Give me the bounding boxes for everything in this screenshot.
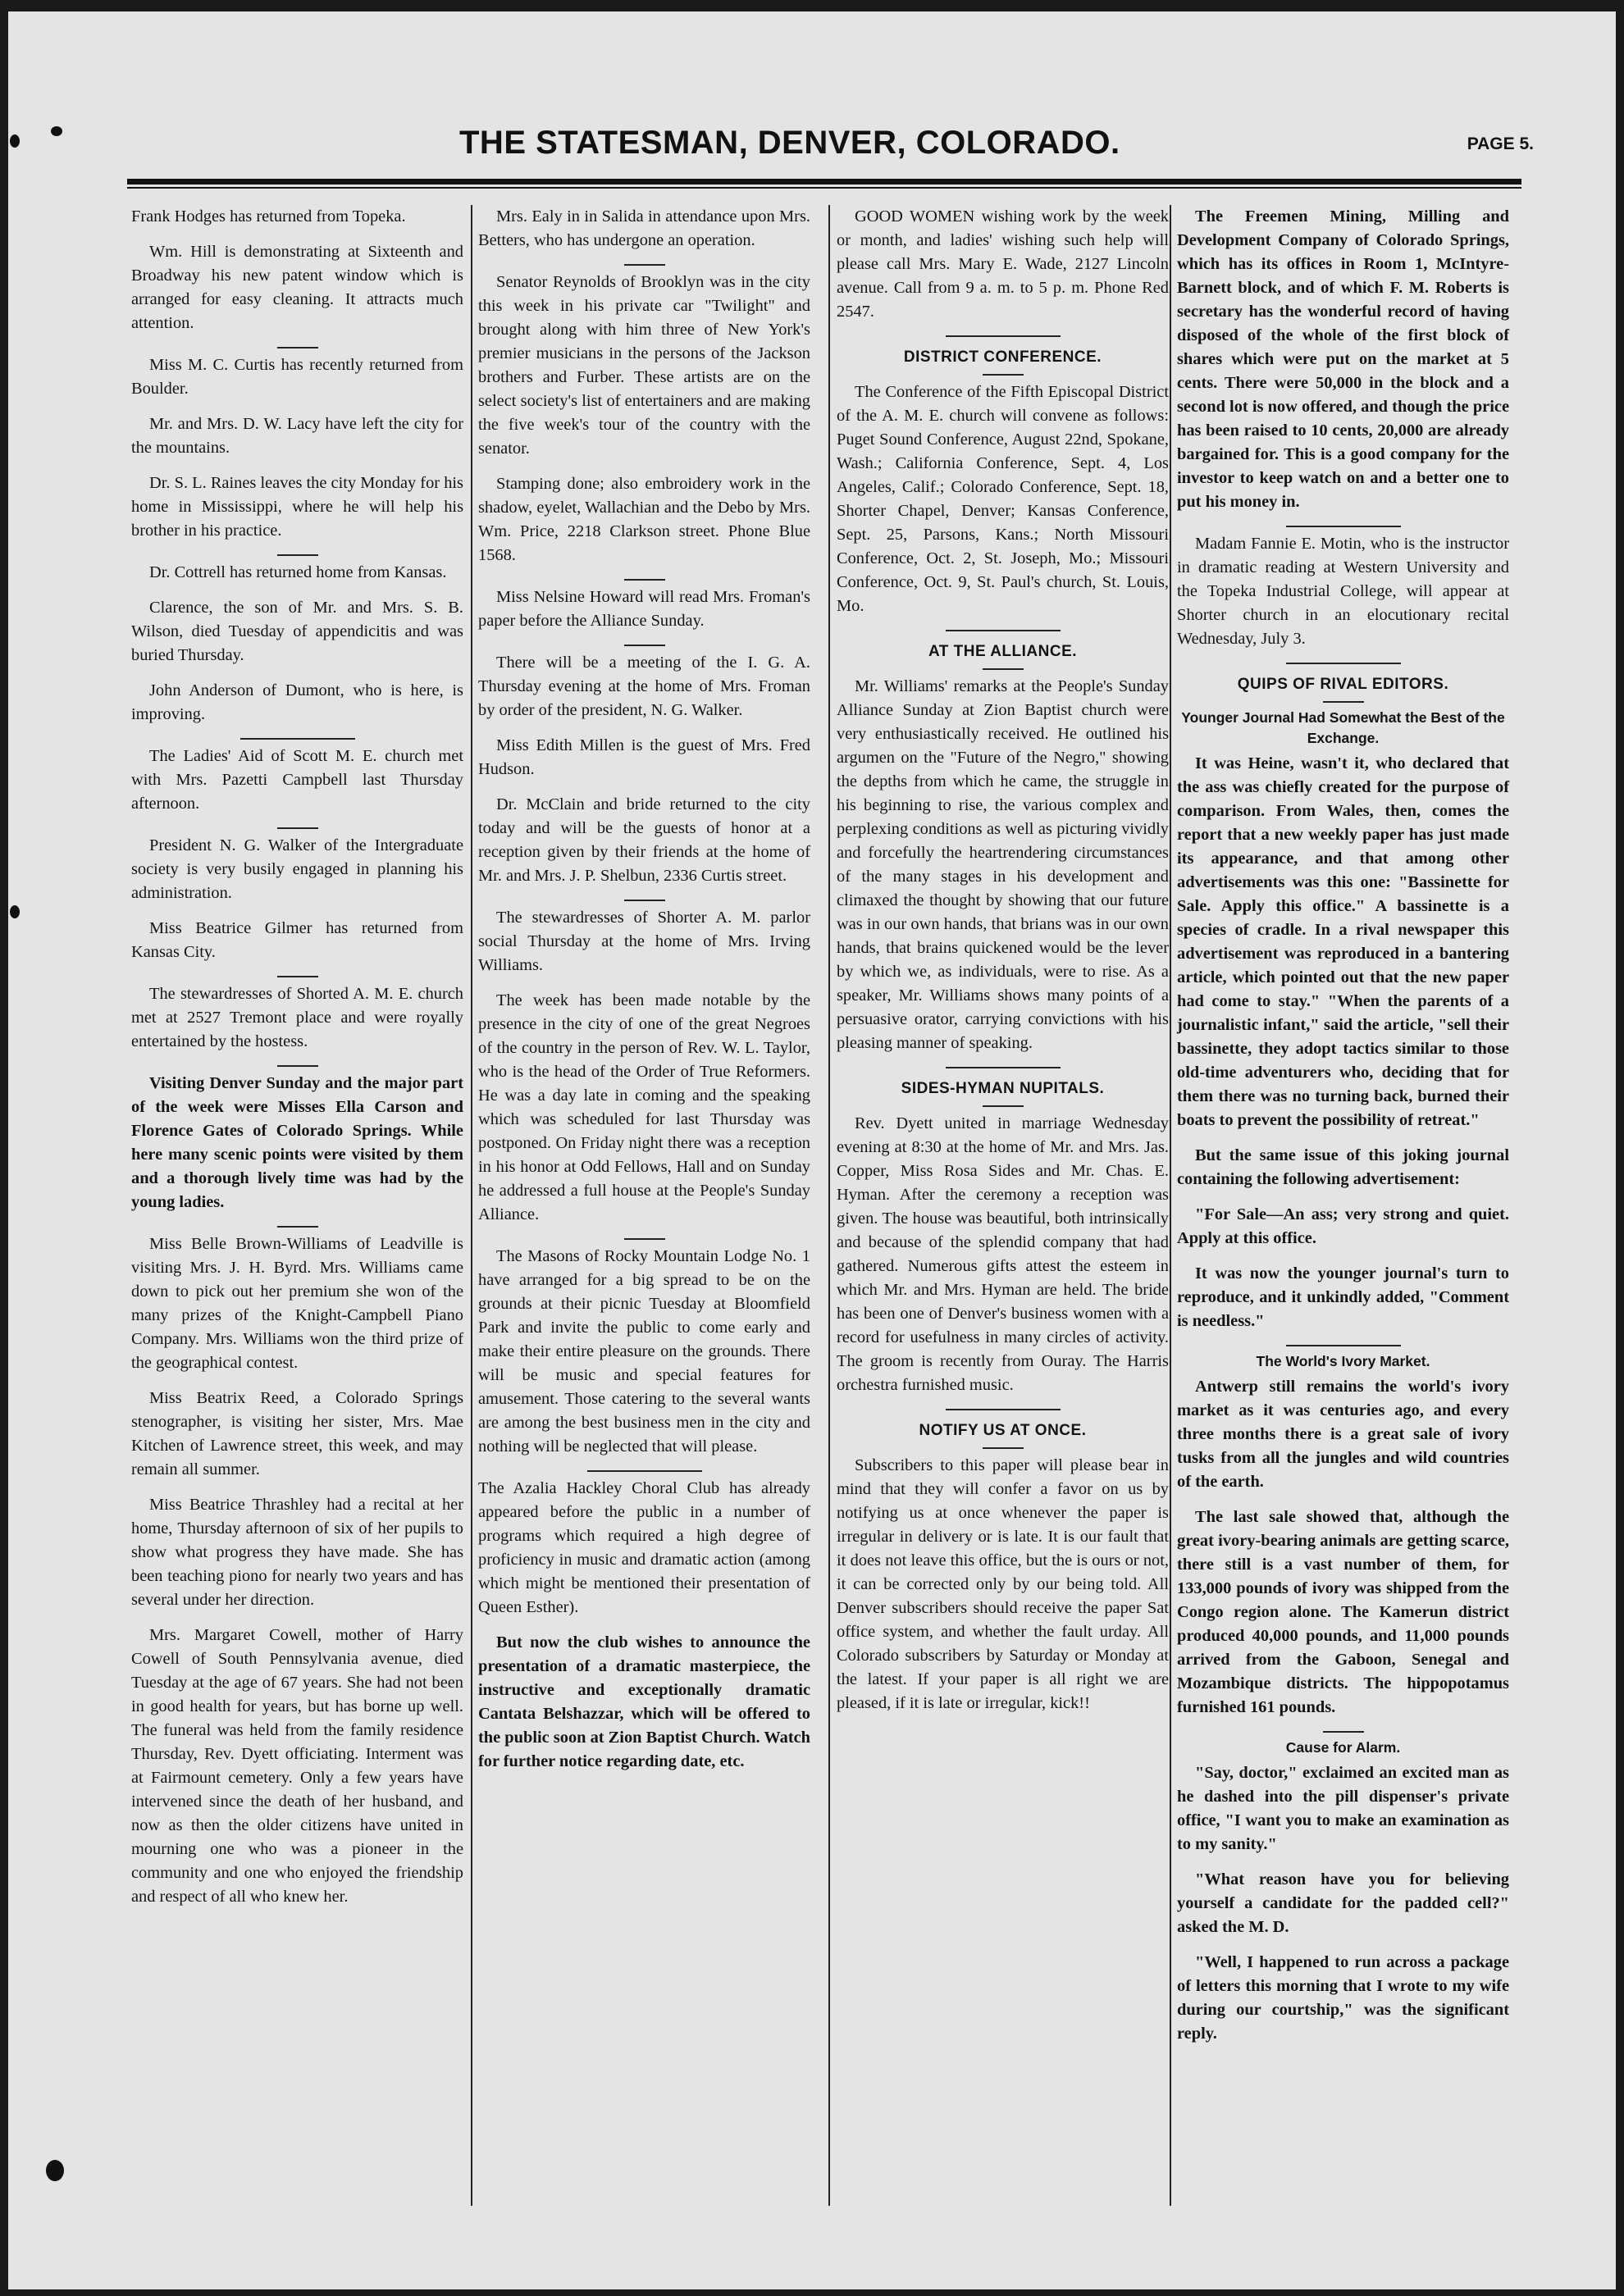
item-separator [983,1447,1024,1449]
news-item: Miss Beatrice Thrashley had a recital at her home, Thursday afternoon of six of her pupils to show what progress they have made. She has been teaching piono for nearly two years and has several under her direction. [131,1496,463,1609]
column-divider [471,205,472,2206]
article-heading: DISTRICT CONFERENCE. [903,348,1102,366]
article-body: "Well, I happened to run across a package of letters this morning that I wrote to my wife during our courtship," was the significant reply. [1177,1953,1509,2043]
article-body: "Say, doctor," exclaimed an excited man as he dashed into the pill dispenser's private office, "I want you to make an examination as to my sanity." [1177,1764,1509,1853]
article-subheading: The World's Ivory Market. [1256,1353,1430,1369]
item-separator [624,900,665,901]
column-2 [478,205,810,1785]
item-separator [946,630,1061,631]
news-item: Stamping done; also embroidery work in the shadow, eyelet, Wallachian and the Debo by Mrs. Wm. Price, 2218 Clarkson street. Phone Blue 1568. [478,475,810,564]
article-heading: AT THE ALLIANCE. [928,643,1078,660]
news-item: There will be a meeting of the I. G. A. Thursday evening at the home of Mrs. Froman by order of the president, N. G. Walker. [478,654,810,719]
item-separator [946,1409,1061,1410]
item-separator [1323,701,1364,703]
news-item: Miss Beatrice Gilmer has returned from Kansas City. [131,919,463,961]
page-title: THE STATESMAN, DENVER, COLORADO. [459,125,1120,161]
news-item: Miss Nelsine Howard will read Mrs. Froman's paper before the Alliance Sunday. [478,588,810,630]
news-item: Mrs. Ealy in in Salida in attendance upon Mrs. Betters, who has undergone an operation. [478,207,810,249]
news-item: Dr. Cottrell has returned home from Kansas. [149,563,447,581]
item-separator [983,1105,1024,1107]
item-separator [624,264,665,266]
article-heading: SIDES-HYMAN NUPITALS. [901,1080,1105,1097]
item-separator [277,347,318,348]
news-item: Senator Reynolds of Brooklyn was in the city this week in his private car "Twilight" and brought along with him three of New York's premier musicians in the persons of the Jackson brothers and Furber. These artists are on the select society's list of entertainers and are making the five week's tour of the country with the senator. [478,273,810,458]
item-separator [277,554,318,556]
item-separator [587,1470,702,1472]
binding-hole [10,134,20,148]
classified-ad: GOOD WOMEN wishing work by the week or month, and ladies' wishing such help will please call Mrs. Mary E. Wade, 2127 Lincoln avenue. Call from 9 a. m. to 5 p. m. Phone Red 2547. [837,207,1169,321]
news-item: Visiting Denver Sunday and the major part of the week were Misses Ella Carson and Florence Gates of Colorado Springs. While here many scenic points were visited by them and a thorough lively time was had by the young ladies. [131,1074,463,1211]
column-divider [1170,205,1171,2206]
article-body: But the same issue of this joking journal containing the following advertisement: [1177,1146,1509,1188]
item-separator [624,1238,665,1240]
item-separator [240,738,355,740]
news-item: The Ladies' Aid of Scott M. E. church met with Mrs. Pazetti Campbell last Thursday afternoon. [131,747,463,813]
news-item: The Azalia Hackley Choral Club has already appeared before the public in a number of programs which required a high degree of proficiency in music and dramatic action (among which might be mentioned their presentation of Queen Esther). [478,1479,810,1616]
news-item: Dr. S. L. Raines leaves the city Monday for his home in Mississippi, where he will help his brother in his practice. [131,474,463,540]
news-item: Wm. Hill is demonstrating at Sixteenth and Broadway his new patent window which is arranged for easy cleaning. It attracts much attention. [131,243,463,332]
news-item: The stewardresses of Shorter A. M. parlor social Thursday at the home of Mrs. Irving Williams. [478,909,810,974]
news-item: Miss Beatrix Reed, a Colorado Springs stenographer, is visiting her sister, Mrs. Mae Kitchen of Lawrence street, this week, and may remain all summer. [131,1389,463,1478]
masthead [131,118,1567,175]
item-separator [277,1226,318,1228]
news-item: Miss M. C. Curtis has recently returned from Boulder. [131,356,463,398]
news-item: The stewardresses of Shorted A. M. E. church met at 2527 Tremont place and were royally entertained by the hostess. [131,985,463,1050]
item-separator [1286,663,1401,664]
article-body: Subscribers to this paper will please bear in mind that they will confer a favor on us by notifying us at once whenever the paper is irregular in delivery or is late. It is our fault that it does not leave this office, but the is ours or not, it can be corrected only by our being told. All Denver subscribers should receive the paper Sat office system, and whether the fault urday. All Colorado subscribers by Saturday or Monday at the latest. If your paper is all right we are pleased, if it is late or irregular, kick!! [837,1456,1169,1712]
news-item: Miss Belle Brown-Williams of Leadville is visiting Mrs. J. H. Byrd. Mrs. Williams came down to pick out her premium she won of the many prizes of the Knight-Campbell Piano Company. Mrs. Williams won the third prize of the geographical contest. [131,1235,463,1372]
article-body: It was Heine, wasn't it, who declared that the ass was chiefly created for the purpose of comparison. From Wales, then, comes the report that a new weekly paper has just made its appearance, and that among other advertisements was this one: "Bassinette for Sale. Apply this office." A bassinette is a species of cradle. In a rival newspaper this advertisement was reproduced in a bantering article, which pointed out that the new paper had come to stay." "When the parents of a journalistic infant," said the article, "sell their bassinette, they adopt tactics similar to those old-time adventurers who, deciding that for them there was no turning back, burned their boats to prevent the possibility of retreat." [1177,754,1509,1129]
article-body: Antwerp still remains the world's ivory market as it was centuries ago, and every three months there is a great sale of ivory tusks from all the jungles and wild countries of the earth. [1177,1378,1509,1491]
article-heading: QUIPS OF RIVAL EDITORS. [1237,676,1449,693]
column-1 [131,205,463,1920]
news-item: Clarence, the son of Mr. and Mrs. S. B. Wilson, died Tuesday of appendicitis and was buried Thursday. [131,599,463,664]
item-separator [624,579,665,581]
article-body: The Conference of the Fifth Episcopal District of the A. M. E. church will convene as follows: Puget Sound Conference, August 22nd, Spokane, Wash.; California Conference, Sept. 4, Los Angeles, Calif.; Colorado Conference, Sept. 18, Shorter Chapel, Denver; Kansas Conference, Sept. 25, Parsons, Kans.; North Missouri Conference, Oct. 2, St. Joseph, Mo.; Missouri Conference, Oct. 9, St. Paul's church, St. Louis, Mo. [837,383,1169,615]
news-item: Mr. and Mrs. D. W. Lacy have left the city for the mountains. [131,415,463,457]
article-body: "What reason have you for believing yourself a candidate for the padded cell?" asked the M. D. [1177,1870,1509,1936]
news-item: John Anderson of Dumont, who is here, is improving. [131,681,463,723]
header-rule [127,179,1521,184]
item-separator [946,1067,1061,1068]
item-separator [277,1065,318,1067]
news-item: But now the club wishes to announce the presentation of a dramatic masterpiece, the instructive and exceptionally dramatic Cantata Belshazzar, which will be offered to the public soon at Zion Baptist Church. Watch for further notice regarding date, etc. [478,1633,810,1770]
article-heading: NOTIFY US AT ONCE. [919,1422,1087,1439]
item-separator [946,335,1061,337]
page-number: PAGE 5. [1467,134,1534,153]
header-rule-thin [127,187,1521,189]
article-body: Mr. Williams' remarks at the People's Sunday Alliance Sunday at Zion Baptist church were very enthusiastically received. He outlined his argumen on the "Future of the Negro," showing the depths from which he came, the struggle in his beginning to rise, the various complex and perplexing conditions as well as picturing vividly and forcefully the heartrendering circumstances of the many stages in his development and climaxed the thought by showing that our future was in our own hands, that brians was in our own hands, that brains quickened would be the lever by which we, as individuals, were to rise. As a speaker, Mr. Williams shows many points of a persuasive orator, carrying convictions with his pleasing manner of speaking. [837,677,1169,1052]
binding-hole [46,2160,64,2181]
item-separator [1286,526,1401,527]
article-body: It was now the younger journal's turn to reproduce, and it unkindly added, "Comment is needless." [1177,1264,1509,1330]
news-item: Dr. McClain and bride returned to the city today and will be the guests of honor at a reception given by their friends at the home of Mr. and Mrs. J. P. Shelbun, 2336 Curtis street. [478,795,810,885]
article-body: "For Sale—An ass; very strong and quiet. Apply at this office. [1177,1205,1509,1247]
item-separator [1323,1731,1364,1733]
news-item: President N. G. Walker of the Intergraduate society is very busily engaged in planning his administration. [131,836,463,902]
news-item: Miss Edith Millen is the guest of Mrs. Fred Hudson. [478,736,810,778]
article-body: The Freemen Mining, Milling and Development Company of Colorado Springs, which has its offices in Room 1, McIntyre-Barnett block, and of which F. M. Roberts is secretary has the wonderful record of having disposed of the whole of the first block of shares which were put on the market at 5 cents. There were 50,000 in the block and a second lot is now offered, and though the price has been raised to 10 cents, 20,000 are already bargained for. This is a good company for the investor to keep watch on and a better one to put his money in. [1177,207,1509,511]
news-item: Mrs. Margaret Cowell, mother of Harry Cowell of South Pennsylvania avenue, died Tuesday at the age of 67 years. She had not been in good health for years, but has borne up well. The funeral was held from the family residence Thursday, Rev. Dyett officiating. Interment was at Fairmount cemetery. Only a few years have intervened since the death of her husband, and now as then the older citizens have united in mourning one who was a pioneer in the community and one who enjoyed the friendship and respect of all who knew her. [131,1626,463,1906]
binding-hole [10,905,20,918]
column-4 [1177,205,1509,2057]
item-separator [624,645,665,646]
newspaper-page [8,11,1616,2289]
article-body: Rev. Dyett united in marriage Wednesday evening at 8:30 at the home of Mr. and Mrs. Jas. Copper, Miss Rosa Sides and Mr. Chas. E. Hyman. After the ceremony a reception was given. The house was beautiful, both intrinsically and because of the splendid company that had gathered. Numerous gifts attest the esteem in which Mr. and Mrs. Hyman are held. The bride has been one of Denver's business women with a record for usefulness in many circles of activity. The groom is recently from Ouray. The Harris orchestra furnished music. [837,1114,1169,1394]
binding-hole [51,126,62,136]
article-subheading: Cause for Alarm. [1285,1739,1401,1756]
item-separator [277,976,318,977]
article-body: Madam Fannie E. Motin, who is the instructor in dramatic reading at Western University and the Topeka Industrial College, will appear at Shorter church in an elocutionary recital Wednesday, July 3. [1177,535,1509,648]
news-item: The week has been made notable by the presence in the city of one of the great Negroes of the country in the person of Rev. W. L. Taylor, who is the head of the Order of True Reformers. He was a day late in coming and the speaking which was scheduled for last Thursday was postponed. On Friday night there was a reception in his honor at Odd Fellows, Hall and on Sunday he addressed a full house at the People's Sunday Alliance. [478,991,810,1223]
item-separator [983,668,1024,670]
article-body: The last sale showed that, although the great ivory-bearing animals are getting scarce, there still is a vast number of them, for 133,000 pounds of ivory was shipped from the Congo region alone. The Kamerun district produced 40,000 pounds, and 11,000 pounds arrived from the Gaboon, Senegal and Mozambique districts. The hippopotamus furnished 161 pounds. [1177,1508,1509,1716]
news-item: Frank Hodges has returned from Topeka. [131,207,406,226]
article-subheading: Younger Journal Had Somewhat the Best of the Exchange. [1181,709,1505,746]
item-separator [983,374,1024,376]
item-separator [277,827,318,829]
item-separator [1286,1345,1401,1346]
column-divider [828,205,830,2206]
column-3 [837,205,1169,1727]
news-item: The Masons of Rocky Mountain Lodge No. 1 have arranged for a big spread to be on the grounds at their picnic Tuesday at Bloomfield Park and invite the public to come early and make their entire pleasure on the grounds. There will be music and special features for amusement. Those catering to the several wants are among the best business men in the city and nothing will be neglected that will please. [478,1247,810,1456]
